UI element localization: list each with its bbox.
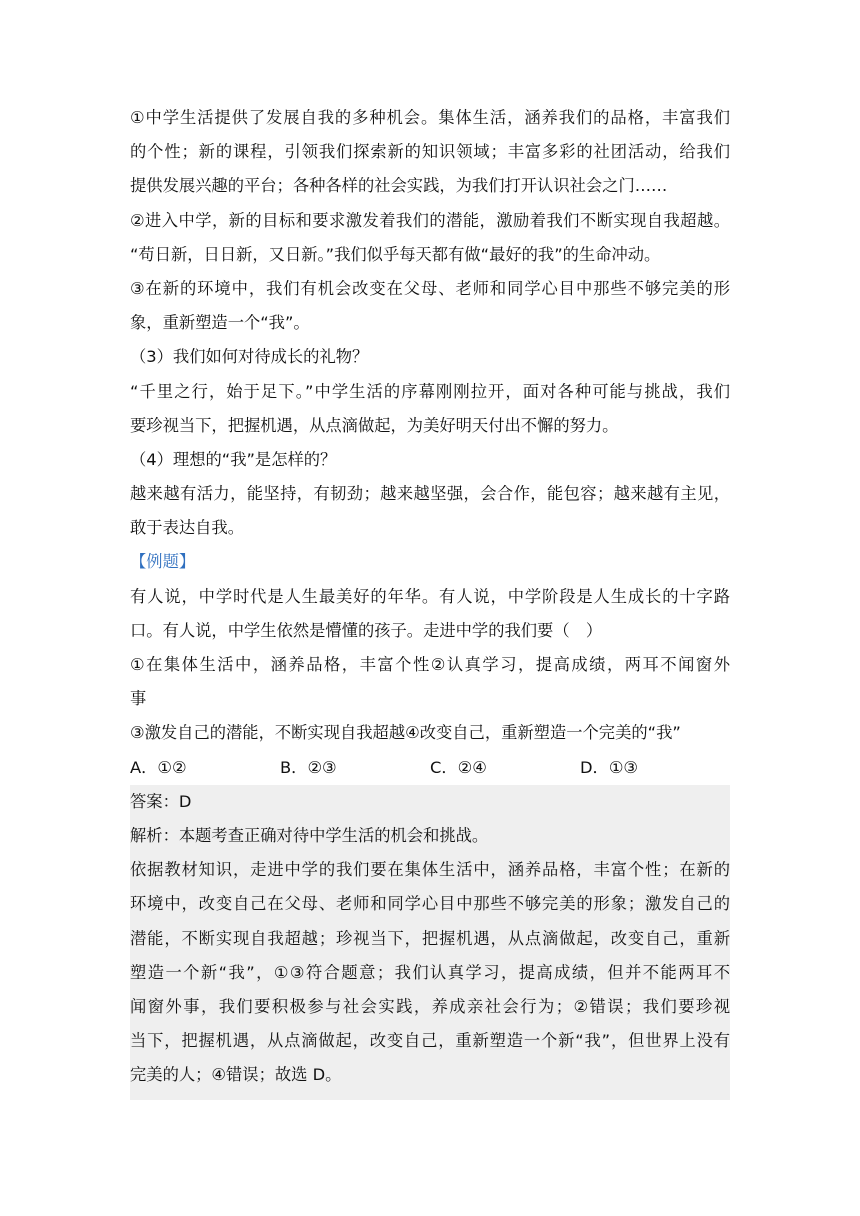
- question-section: [130, 580, 730, 785]
- answer-line: 答案：D: [130, 791, 192, 811]
- example-heading: 【例题】: [130, 552, 196, 572]
- question-line: 有人说，中学时代是人生最美好的年华。有人说，中学阶段是人生成长的十字路: [130, 586, 730, 606]
- analysis-line: 闻窗外事，我们要积极参与社会实践，养成亲社会行为；②错误；我们要珍视: [130, 996, 730, 1016]
- option-c: C．②④: [430, 757, 487, 777]
- paragraph-line: 象，重新塑造一个“我”。: [130, 313, 310, 333]
- subheading-3: （3）我们如何对待成长的礼物？: [130, 347, 369, 367]
- question-line: 口。有人说，中学生依然是懵懂的孩子。走进中学的我们要（ ）: [130, 620, 603, 640]
- paragraph-line: “苟日新，日日新，又日新。”我们似乎每天都有做“最好的我”的生命冲动。: [130, 244, 661, 264]
- paragraph-line: ①中学生活提供了发展自我的多种机会。集体生活，涵养我们的品格，丰富我们: [130, 108, 730, 127]
- paragraph-line: 要珍视当下，把握机遇，从点滴做起，为美好明天付出不懈的努力。: [130, 415, 619, 435]
- paragraph-line: 敢于表达自我。: [130, 518, 244, 538]
- analysis-line: 当下，把握机遇，从点滴做起，改变自己，重新塑造一个新“我”，但世界上没有: [130, 1031, 730, 1051]
- analysis-line: 潜能，不断实现自我超越；珍视当下，把握机遇，从点滴做起，改变自己，重新: [130, 928, 730, 948]
- paragraph-line: 提供发展兴趣的平台；各种各样的社会实践，为我们打开认识社会之门……: [130, 176, 668, 196]
- option-d: D．①③: [580, 757, 639, 777]
- paragraph-line: ②进入中学，新的目标和要求激发着我们的潜能，激励着我们不断实现自我超越。: [130, 210, 730, 230]
- answer-explanation-box: [130, 785, 730, 1101]
- subheading-4: （4）理想的“我”是怎样的？: [130, 449, 337, 469]
- analysis-line: 环境中，改变自己在父母、老师和同学心目中那些不够完美的形象；激发自己的: [130, 894, 730, 914]
- paragraph-line: ③在新的环境中，我们有机会改变在父母、老师和同学心目中那些不够完美的形: [130, 278, 730, 298]
- paragraph-line: 的个性；新的课程，引领我们探索新的知识领域；丰富多彩的社团活动，给我们: [130, 142, 730, 162]
- question-line: 事: [130, 689, 147, 709]
- paragraph-line: “千里之行，始于足下。”中学生活的序幕刚刚拉开，面对各种可能与挑战，我们: [130, 381, 730, 401]
- question-line: ①在集体生活中，涵养品格，丰富个性②认真学习，提高成绩，两耳不闻窗外: [130, 655, 730, 674]
- notes-section: [130, 101, 730, 545]
- option-a: A．①②: [130, 757, 187, 777]
- analysis-line: 解析：本题考查正确对待中学生活的机会和挑战。: [130, 825, 489, 845]
- answer-options: [130, 751, 730, 785]
- analysis-line: 完美的人；④错误；故选 D。: [130, 1065, 342, 1085]
- paragraph-line: 越来越有活力，能坚持，有韧劲；越来越坚强，会合作，能包容；越来越有主见，: [130, 484, 730, 504]
- option-b: B．②③: [280, 757, 337, 777]
- analysis-line: 塑造一个新“我”，①③符合题意；我们认真学习，提高成绩，但并不能两耳不: [130, 962, 730, 982]
- document-body: [130, 101, 730, 1100]
- analysis-line: 依据教材知识，走进中学的我们要在集体生活中，涵养品格，丰富个性；在新的: [130, 860, 730, 880]
- question-line: ③激发自己的潜能，不断实现自我超越④改变自己，重新塑造一个完美的“我”: [130, 723, 681, 743]
